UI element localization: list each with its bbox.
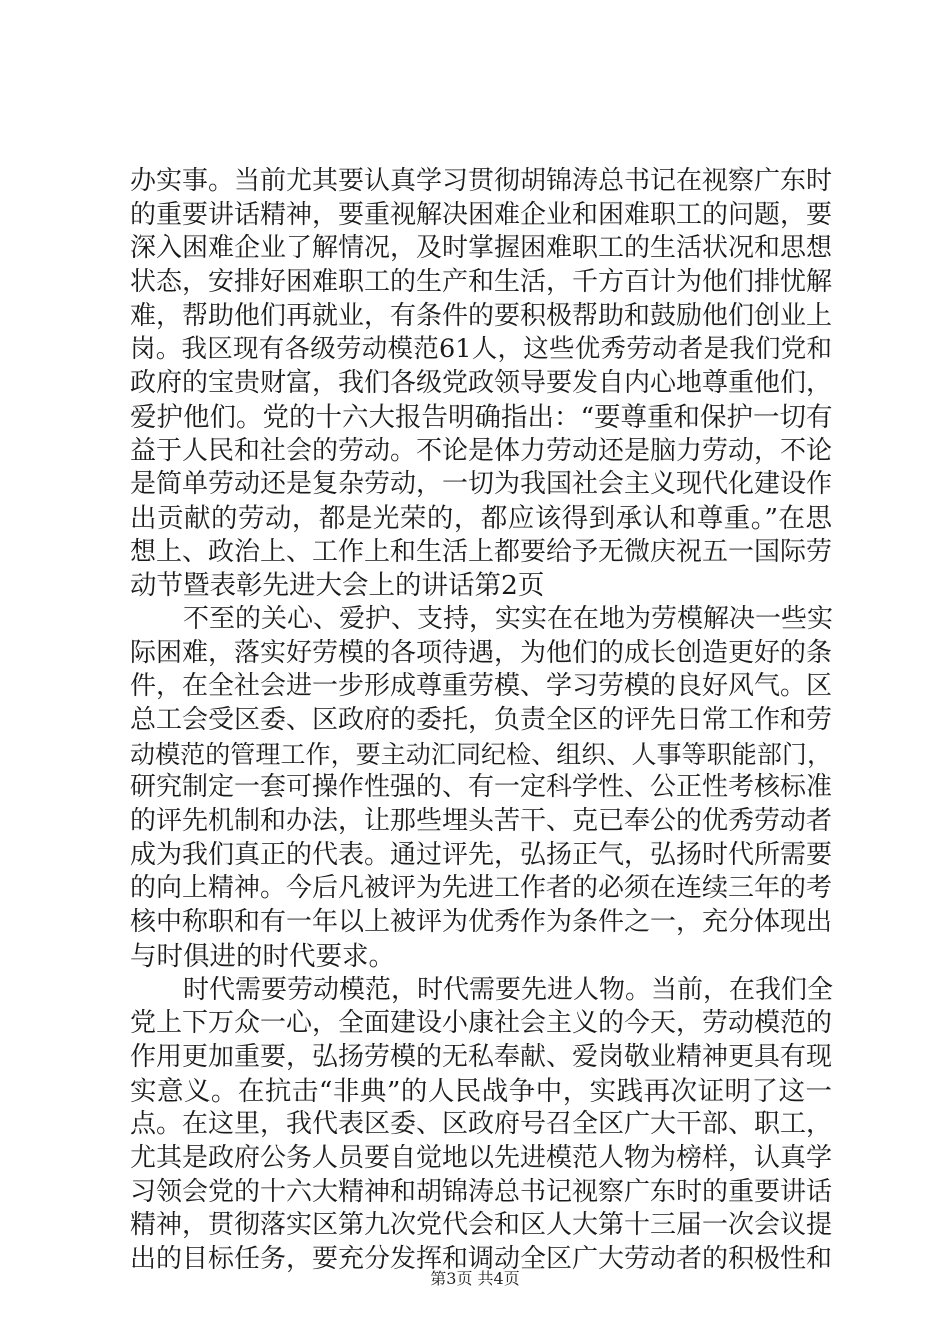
text-line: 不至的关心、爱护、支持，实实在在地为劳模解决一些实 <box>183 603 834 634</box>
text-line: 动节暨表彰先进大会上的讲话第2页 <box>130 570 545 602</box>
text-line: 想上、政治上、工作上和生活上都要给予无微庆祝五一国际劳 <box>130 536 833 567</box>
text-line: 益于人民和社会的劳动。不论是体力劳动还是脑力劳动，不论 <box>130 435 833 466</box>
text-line: 深入困难企业了解情况，及时掌握困难职工的生活状况和思想 <box>130 233 833 264</box>
text-line: 动模范的管理工作，要主动汇同纪检、组织、人事等职能部门， <box>130 739 832 769</box>
text-line: 出的目标任务，要充分发挥和调动全区广大劳动者的积极性和 <box>130 1244 833 1274</box>
text-line: 作用更加重要，弘扬劳模的无私奉献、爱岗敬业精神更具有现 <box>130 1041 833 1072</box>
text-line: 与时俱进的时代要求。 <box>130 940 395 972</box>
text-line: 爱护他们。党的十六大报告明确指出：“要尊重和保护一切有 <box>130 401 833 433</box>
text-line: 的评先机制和办法，让那些埋头苦干、克已奉公的优秀劳动者 <box>130 806 833 837</box>
text-line: 件，在全社会进一步形成尊重劳模、学习劳模的良好风气。区 <box>130 671 833 702</box>
text-line: 的向上精神。今后凡被评为先进工作者的必须在连续三年的考 <box>130 873 833 904</box>
text-line: 是简单劳动还是复杂劳动，一切为我国社会主义现代化建设作 <box>130 469 833 500</box>
text-line: 精神，贯彻落实区第九次党代会和区人大第十三届一次会议提 <box>130 1210 833 1241</box>
text-line: 成为我们真正的代表。通过评先，弘扬正气，弘扬时代所需要 <box>130 839 833 870</box>
text-line: 状态，安排好困难职工的生产和生活，千方百计为他们排忧解 <box>130 267 833 298</box>
text-line: 党上下万众一心，全面建设小康社会主义的今天，劳动模范的 <box>130 1008 833 1039</box>
text-line: 办实事。当前尤其要认真学习贯彻胡锦涛总书记在视察广东时 <box>130 166 833 196</box>
text-line: 政府的宝贵财富，我们各级党政领导要发自内心地尊重他们， <box>130 368 833 399</box>
text-line: 总工会受区委、区政府的委托，负责全区的评先日常工作和劳 <box>130 705 833 735</box>
text-line: 核中称职和有一年以上被评为优秀作为条件之一，充分体现出 <box>130 907 833 938</box>
document-body <box>130 165 832 1277</box>
text-line: 习领会党的十六大精神和胡锦涛总书记视察广东时的重要讲话 <box>130 1176 833 1207</box>
text-line: 难，帮助他们再就业，有条件的要积极帮助和鼓励他们创业上 <box>130 300 833 331</box>
page-footer: 第3页 共4页 <box>430 1269 520 1288</box>
text-line: 研究制定一套可操作性强的、有一定科学性、公正性考核标准 <box>130 772 833 803</box>
text-line: 点。在这里，我代表区委、区政府号召全区广大干部、职工， <box>130 1109 833 1140</box>
text-line: 出贡献的劳动，都是光荣的，都应该得到承认和尊重。”在思 <box>130 502 832 534</box>
text-line: 的重要讲话精神，要重视解决困难企业和困难职工的问题，要 <box>130 199 833 230</box>
text-line: 时代需要劳动模范，时代需要先进人物。当前，在我们全 <box>183 974 834 1005</box>
text-line: 尤其是政府公务人员要自觉地以先进模范人物为榜样，认真学 <box>130 1142 833 1173</box>
text-line: 际困难，落实好劳模的各项待遇，为他们的成长创造更好的条 <box>130 637 833 668</box>
text-line: 岗。我区现有各级劳动模范61人，这些优秀劳动者是我们党和 <box>130 334 832 365</box>
text-line: 实意义。在抗击“非典”的人民战争中，实践再次证明了这一 <box>130 1075 832 1107</box>
